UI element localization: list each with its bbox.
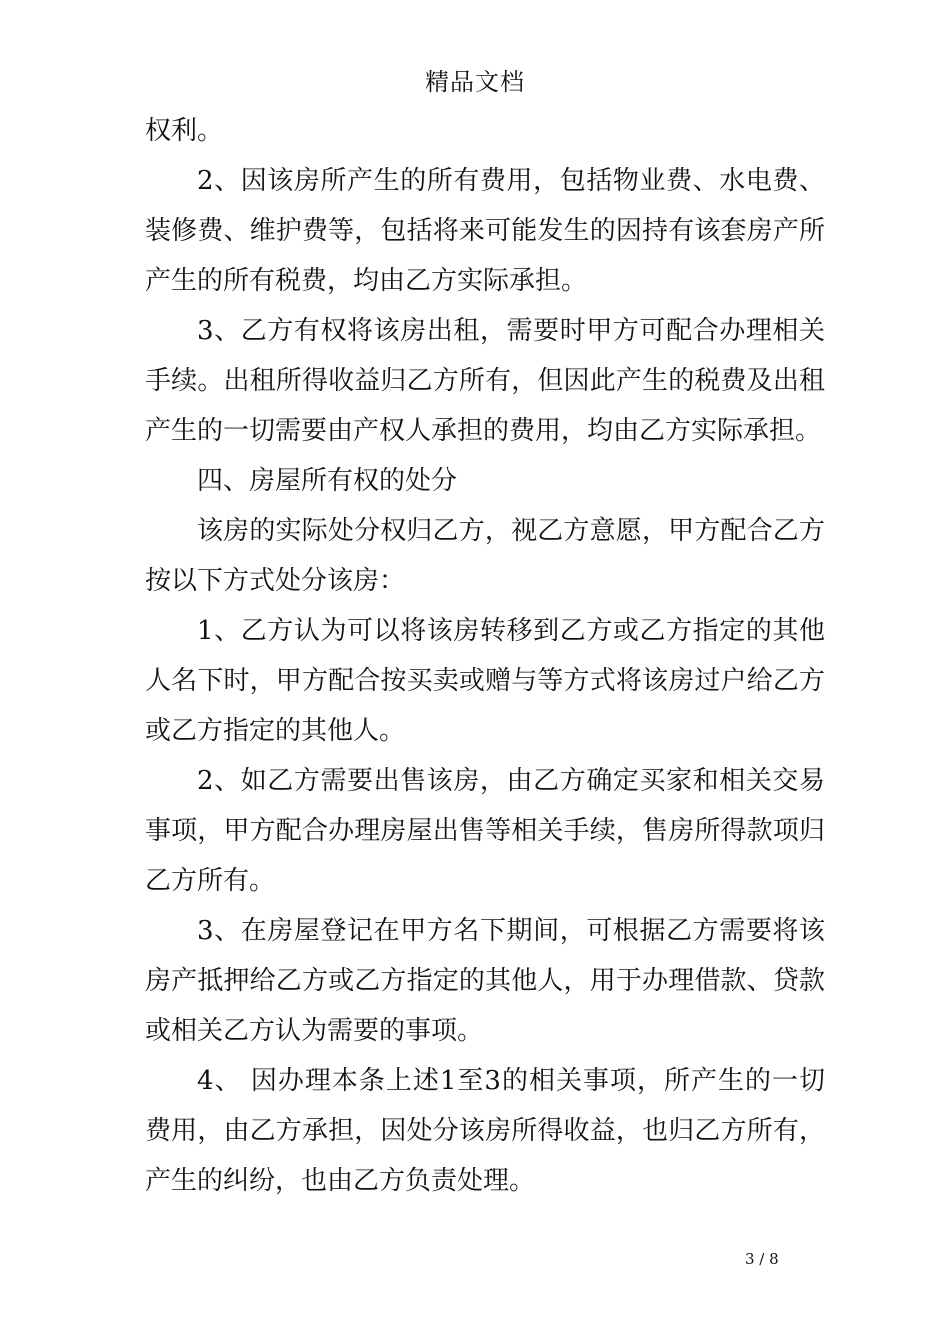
paragraph-continuation: 权利。 [145, 116, 224, 146]
paragraph-disposal-item-1: 1、乙方认为可以将该房转移到乙方或乙方指定的其他人名下时，甲方配合按买卖或赠与等方式将该房过户给乙方或乙方指定的其他人。 [145, 616, 825, 746]
paragraph-disposal-intro: 该房的实际处分权归乙方，视乙方意愿，甲方配合乙方按以下方式处分该房： [145, 516, 825, 596]
paragraph-disposal-item-3: 3、在房屋登记在甲方名下期间，可根据乙方需要将该房产抵押给乙方或乙方指定的其他人，用于办理借款、贷款或相关乙方认为需要的事项。 [145, 916, 825, 1046]
paragraph-disposal-item-2: 2、如乙方需要出售该房，由乙方确定买家和相关交易事项，甲方配合办理房屋出售等相关手续，售房所得款项归乙方所有。 [145, 766, 825, 896]
paragraph-clause-2-fees: 2、因该房所产生的所有费用，包括物业费、水电费、装修费、维护费等，包括将来可能发生的因持有该套房产所产生的所有税费，均由乙方实际承担。 [145, 166, 825, 296]
paragraph-disposal-item-4: 4、 因办理本条上述1至3的相关事项，所产生的一切费用，由乙方承担，因处分该房所得收益，也归乙方所有，产生的纠纷，也由乙方负责处理。 [145, 1066, 825, 1196]
page-number: 3 / 8 [745, 1250, 779, 1268]
page-header-title: 精品文档 [425, 68, 525, 96]
document-body [145, 106, 825, 1206]
paragraph-clause-3-rental: 3、乙方有权将该房出租，需要时甲方可配合办理相关手续。出租所得收益归乙方所有，但因此产生的税费及出租产生的一切需要由产权人承担的费用，均由乙方实际承担。 [145, 316, 825, 446]
section-heading-disposal: 四、房屋所有权的处分 [197, 466, 458, 496]
